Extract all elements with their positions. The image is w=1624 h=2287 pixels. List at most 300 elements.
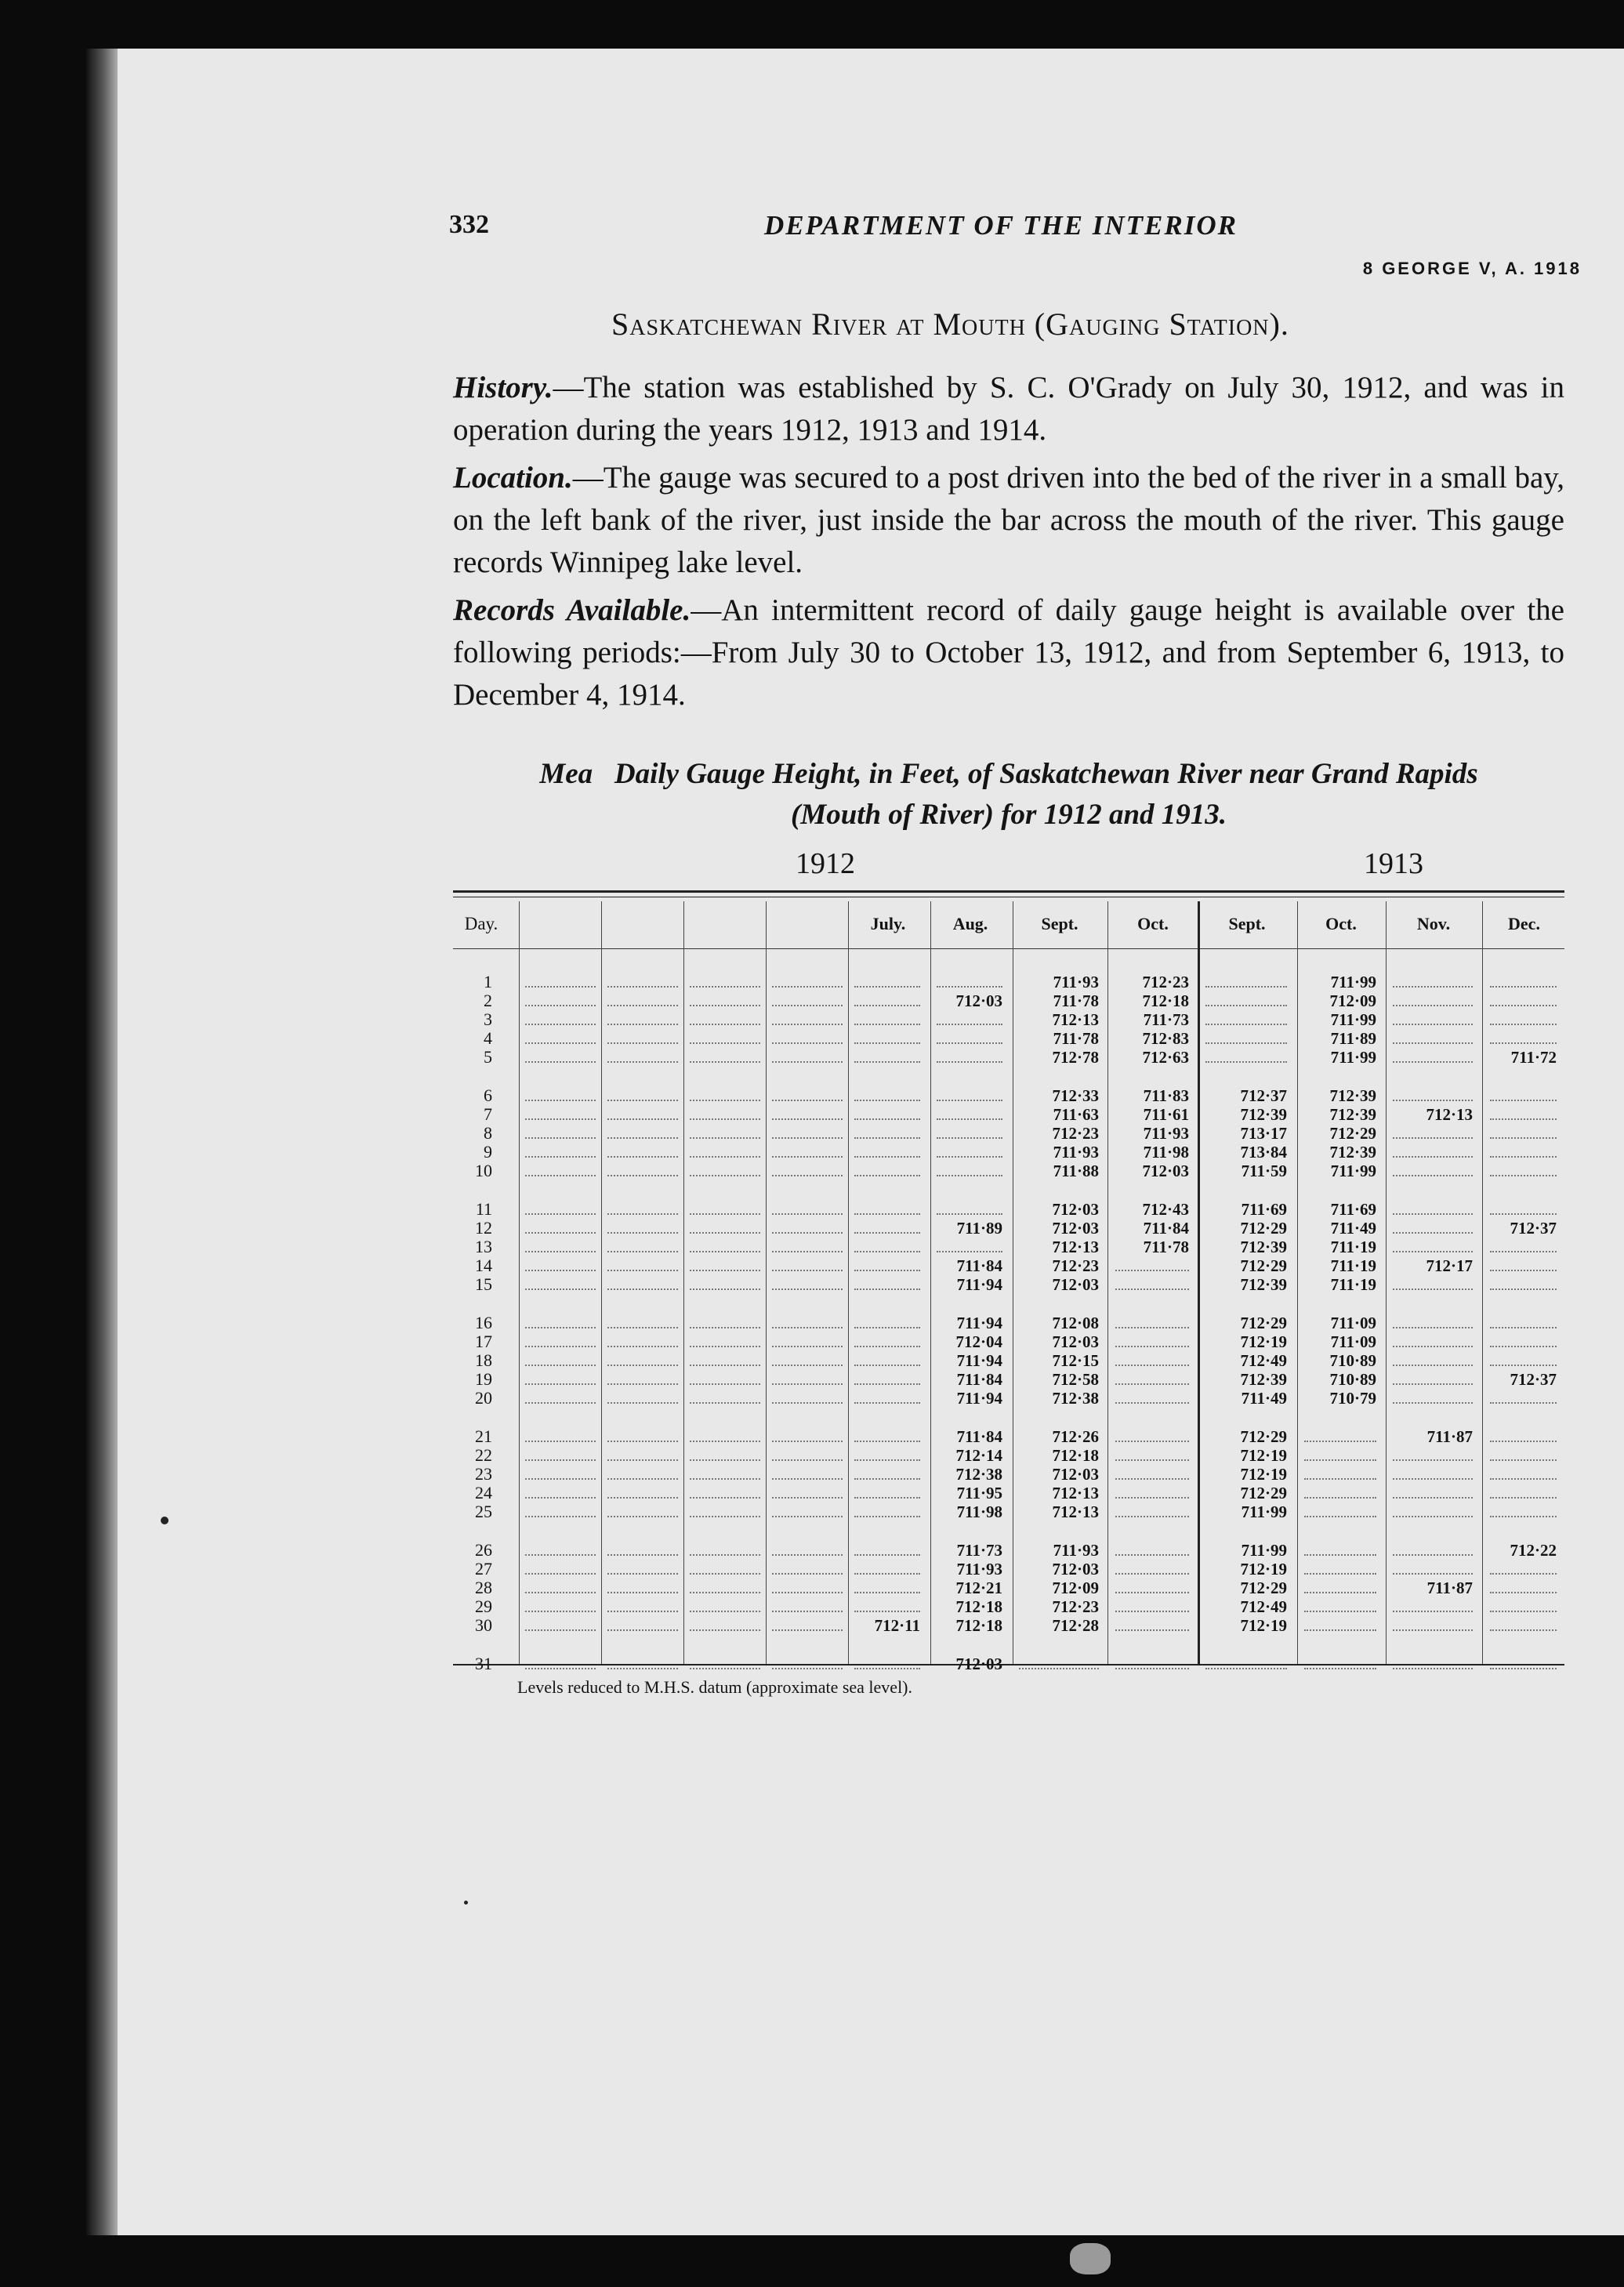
leader-dots bbox=[690, 1199, 760, 1215]
gauge-value: 712·39 bbox=[1240, 1370, 1287, 1389]
leader-dots bbox=[607, 1350, 678, 1366]
leader-dots bbox=[854, 1256, 920, 1271]
history-paragraph bbox=[453, 367, 1564, 451]
gauge-value: 712·39 bbox=[1329, 1105, 1376, 1124]
leader-dots bbox=[1490, 1464, 1557, 1480]
leader-dots bbox=[690, 1540, 760, 1556]
leader-dots bbox=[607, 1654, 678, 1669]
leader-dots bbox=[1304, 1445, 1376, 1461]
scan-speck bbox=[161, 1517, 169, 1524]
leader-dots bbox=[607, 1256, 678, 1271]
leader-dots bbox=[772, 1540, 843, 1556]
leader-dots bbox=[1393, 1445, 1473, 1461]
gauge-value: 711·84 bbox=[956, 1427, 1002, 1446]
gauge-value: 711·99 bbox=[1241, 1502, 1287, 1521]
leader-dots bbox=[854, 1540, 920, 1556]
gauge-value: 712·63 bbox=[1142, 1048, 1189, 1067]
gauge-value: 712·23 bbox=[1052, 1124, 1099, 1143]
leader-dots bbox=[607, 1483, 678, 1499]
gauge-value: 712·03 bbox=[955, 1655, 1002, 1673]
gauge-value: 712·14 bbox=[955, 1446, 1002, 1465]
gauge-value: 712·09 bbox=[1052, 1578, 1099, 1597]
day-number: 7 bbox=[484, 1104, 492, 1124]
gauge-value: 711·63 bbox=[1053, 1105, 1099, 1124]
gauge-value: 711·99 bbox=[1330, 1162, 1376, 1180]
leader-dots bbox=[525, 1256, 596, 1271]
gauge-value: 712·21 bbox=[955, 1578, 1002, 1597]
day-column-header: Day. bbox=[464, 914, 498, 933]
leader-dots bbox=[1115, 1540, 1189, 1556]
leader-dots bbox=[1490, 1028, 1557, 1044]
day-number: 18 bbox=[475, 1350, 492, 1370]
leader-dots bbox=[1115, 1502, 1189, 1517]
day-number: 11 bbox=[475, 1199, 492, 1219]
leader-dots bbox=[772, 1445, 843, 1461]
leader-dots bbox=[772, 991, 843, 1006]
running-head: DEPARTMENT OF THE INTERIOR bbox=[764, 210, 1238, 241]
leader-dots bbox=[937, 1104, 1002, 1120]
gauge-value: 712·39 bbox=[1329, 1143, 1376, 1162]
leader-dots bbox=[525, 1502, 596, 1517]
leader-dots bbox=[1205, 972, 1287, 988]
leader-dots bbox=[1304, 1464, 1376, 1480]
gauge-value: 711·93 bbox=[956, 1560, 1002, 1578]
records-text: —An intermittent record of daily gauge height is available over the following periods:—From July 30 to October 13, 1912, and from September 6, 1913, to December 4, 1914. bbox=[453, 593, 1564, 712]
table-header-rule bbox=[453, 948, 1564, 949]
leader-dots bbox=[1393, 1199, 1473, 1215]
leader-dots bbox=[525, 1274, 596, 1290]
gauge-value: 712·17 bbox=[1426, 1256, 1473, 1275]
leader-dots bbox=[1490, 1274, 1557, 1290]
gauge-value: 712·09 bbox=[1329, 991, 1376, 1010]
leader-dots bbox=[772, 1483, 843, 1499]
leader-dots bbox=[854, 1161, 920, 1176]
leader-dots bbox=[690, 1597, 760, 1612]
gauge-value: 711·93 bbox=[1053, 1143, 1099, 1162]
leader-dots bbox=[1115, 1597, 1189, 1612]
leader-dots bbox=[1393, 1388, 1473, 1404]
day-number: 15 bbox=[475, 1274, 492, 1294]
leader-dots bbox=[1490, 1445, 1557, 1461]
month-column-header: Oct. bbox=[1137, 914, 1169, 933]
leader-dots bbox=[690, 1028, 760, 1044]
gauge-value: 711·94 bbox=[956, 1275, 1002, 1294]
leader-dots bbox=[1393, 1464, 1473, 1480]
leader-dots bbox=[1393, 1142, 1473, 1158]
gauge-value: 712·13 bbox=[1052, 1502, 1099, 1521]
gauge-value: 712·23 bbox=[1052, 1597, 1099, 1616]
gauge-value: 711·78 bbox=[1143, 1238, 1189, 1256]
leader-dots bbox=[854, 1464, 920, 1480]
leader-dots bbox=[607, 1445, 678, 1461]
leader-dots bbox=[1490, 1161, 1557, 1176]
gauge-value: 712·13 bbox=[1426, 1105, 1473, 1124]
leader-dots bbox=[1393, 1369, 1473, 1385]
day-number: 24 bbox=[475, 1483, 492, 1502]
leader-dots bbox=[690, 1086, 760, 1101]
leader-dots bbox=[854, 991, 920, 1006]
leader-dots bbox=[1304, 1654, 1376, 1669]
leader-dots bbox=[772, 1009, 843, 1025]
leader-dots bbox=[1490, 1578, 1557, 1593]
gauge-value: 711·87 bbox=[1426, 1578, 1473, 1597]
leader-dots bbox=[525, 1350, 596, 1366]
leader-dots bbox=[1490, 1199, 1557, 1215]
leader-dots bbox=[525, 1540, 596, 1556]
gauge-value: 712·03 bbox=[1052, 1200, 1099, 1219]
leader-dots bbox=[1115, 1615, 1189, 1631]
gauge-value: 711·09 bbox=[1330, 1314, 1376, 1332]
column-rule bbox=[1107, 901, 1108, 1664]
leader-dots bbox=[525, 1199, 596, 1215]
leader-dots bbox=[1490, 1559, 1557, 1575]
leader-dots bbox=[690, 1218, 760, 1234]
gauge-value: 712·83 bbox=[1142, 1029, 1189, 1048]
leader-dots bbox=[1490, 1426, 1557, 1442]
gauge-value: 711·84 bbox=[956, 1370, 1002, 1389]
column-rule bbox=[1386, 901, 1387, 1664]
leader-dots bbox=[690, 1578, 760, 1593]
location-lead: Location. bbox=[453, 461, 573, 495]
gauge-value: 712·29 bbox=[1240, 1314, 1287, 1332]
leader-dots bbox=[690, 1256, 760, 1271]
gauge-value: 712·37 bbox=[1510, 1219, 1557, 1238]
gauge-value: 712·38 bbox=[955, 1465, 1002, 1484]
leader-dots bbox=[1490, 1086, 1557, 1101]
leader-dots bbox=[1115, 1559, 1189, 1575]
leader-dots bbox=[690, 1123, 760, 1139]
leader-dots bbox=[1490, 1332, 1557, 1347]
leader-dots bbox=[1205, 1654, 1287, 1669]
leader-dots bbox=[854, 972, 920, 988]
leader-dots bbox=[1115, 1445, 1189, 1461]
leader-dots bbox=[1490, 972, 1557, 988]
leader-dots bbox=[854, 1028, 920, 1044]
leader-dots bbox=[607, 1086, 678, 1101]
scan-speck bbox=[464, 1901, 468, 1905]
leader-dots bbox=[1393, 1274, 1473, 1290]
leader-dots bbox=[854, 1388, 920, 1404]
leader-dots bbox=[607, 972, 678, 988]
leader-dots bbox=[854, 1445, 920, 1461]
gauge-value: 712·23 bbox=[1052, 1256, 1099, 1275]
leader-dots bbox=[607, 1388, 678, 1404]
table-title bbox=[453, 754, 1564, 835]
leader-dots bbox=[607, 1142, 678, 1158]
leader-dots bbox=[607, 1502, 678, 1517]
leader-dots bbox=[1019, 1654, 1099, 1669]
gauge-value: 712·29 bbox=[1329, 1124, 1376, 1143]
leader-dots bbox=[690, 1654, 760, 1669]
gauge-value: 712·29 bbox=[1240, 1578, 1287, 1597]
leader-dots bbox=[854, 1483, 920, 1499]
leader-dots bbox=[525, 1597, 596, 1612]
leader-dots bbox=[607, 1199, 678, 1215]
gauge-value: 712·58 bbox=[1052, 1370, 1099, 1389]
leader-dots bbox=[1205, 991, 1287, 1006]
leader-dots bbox=[772, 1028, 843, 1044]
leader-dots bbox=[772, 1615, 843, 1631]
leader-dots bbox=[1393, 1086, 1473, 1101]
leader-dots bbox=[525, 1028, 596, 1044]
leader-dots bbox=[525, 991, 596, 1006]
location-paragraph bbox=[453, 457, 1564, 584]
leader-dots bbox=[772, 1559, 843, 1575]
leader-dots bbox=[1115, 1274, 1189, 1290]
day-number: 29 bbox=[475, 1597, 492, 1616]
leader-dots bbox=[525, 1615, 596, 1631]
gauge-value: 711·73 bbox=[956, 1541, 1002, 1560]
gauge-value: 711·69 bbox=[1241, 1200, 1287, 1219]
leader-dots bbox=[607, 1597, 678, 1612]
gauge-value: 712·23 bbox=[1142, 973, 1189, 991]
gauge-value: 712·13 bbox=[1052, 1484, 1099, 1502]
leader-dots bbox=[1393, 1047, 1473, 1063]
column-rule bbox=[683, 901, 684, 1664]
leader-dots bbox=[690, 991, 760, 1006]
leader-dots bbox=[937, 1199, 1002, 1215]
leader-dots bbox=[607, 1123, 678, 1139]
gauge-value: 711·94 bbox=[956, 1314, 1002, 1332]
leader-dots bbox=[1393, 1597, 1473, 1612]
leader-dots bbox=[690, 1388, 760, 1404]
day-number: 30 bbox=[475, 1615, 492, 1635]
day-number: 22 bbox=[475, 1445, 492, 1465]
leader-dots bbox=[1205, 1009, 1287, 1025]
gauge-value: 711·99 bbox=[1241, 1541, 1287, 1560]
leader-dots bbox=[937, 1009, 1002, 1025]
day-number: 12 bbox=[475, 1218, 492, 1238]
leader-dots bbox=[525, 1388, 596, 1404]
leader-dots bbox=[1490, 1313, 1557, 1328]
gauge-value: 712·29 bbox=[1240, 1219, 1287, 1238]
leader-dots bbox=[525, 1369, 596, 1385]
gauge-value: 712·04 bbox=[955, 1332, 1002, 1351]
leader-dots bbox=[607, 1559, 678, 1575]
leader-dots bbox=[525, 1086, 596, 1101]
gauge-value: 712·03 bbox=[1052, 1275, 1099, 1294]
column-rule bbox=[766, 901, 767, 1664]
leader-dots bbox=[1304, 1615, 1376, 1631]
station-title: Saskatchewan River at Mouth (Gauging Station). bbox=[611, 306, 1289, 342]
leader-dots bbox=[854, 1559, 920, 1575]
leader-dots bbox=[525, 1047, 596, 1063]
gauge-value: 711·99 bbox=[1330, 1048, 1376, 1067]
leader-dots bbox=[525, 1654, 596, 1669]
leader-dots bbox=[772, 1350, 843, 1366]
day-number: 17 bbox=[475, 1332, 492, 1351]
gauge-value: 712·39 bbox=[1329, 1086, 1376, 1105]
leader-dots bbox=[1393, 1540, 1473, 1556]
leader-dots bbox=[607, 1274, 678, 1290]
leader-dots bbox=[690, 1559, 760, 1575]
scan-smudge bbox=[1070, 2243, 1111, 2274]
day-number: 9 bbox=[484, 1142, 492, 1162]
leader-dots bbox=[690, 972, 760, 988]
gauge-value: 711·87 bbox=[1426, 1427, 1473, 1446]
gauge-value: 712·19 bbox=[1240, 1465, 1287, 1484]
leader-dots bbox=[690, 1350, 760, 1366]
leader-dots bbox=[607, 1540, 678, 1556]
month-column-header: Sept. bbox=[1228, 914, 1266, 933]
gauge-value: 711·99 bbox=[1330, 1010, 1376, 1029]
leader-dots bbox=[854, 1237, 920, 1252]
leader-dots bbox=[1490, 1597, 1557, 1612]
leader-dots bbox=[525, 1483, 596, 1499]
leader-dots bbox=[854, 1009, 920, 1025]
leader-dots bbox=[690, 1237, 760, 1252]
gauge-value: 711·93 bbox=[1143, 1124, 1189, 1143]
leader-dots bbox=[1115, 1369, 1189, 1385]
year-1913-heading: 1913 bbox=[1364, 847, 1423, 880]
gauge-value: 711·89 bbox=[1330, 1029, 1376, 1048]
gauge-value: 712·08 bbox=[1052, 1314, 1099, 1332]
gauge-value: 711·89 bbox=[956, 1219, 1002, 1238]
leader-dots bbox=[772, 1369, 843, 1385]
gauge-value: 711·61 bbox=[1143, 1105, 1189, 1124]
leader-dots bbox=[772, 1313, 843, 1328]
leader-dots bbox=[607, 1009, 678, 1025]
table-top-rule bbox=[453, 890, 1564, 893]
location-text: —The gauge was secured to a post driven into the bed of the river in a small bay, on the left bank of the river, just inside the bar across the mouth of the river. This gauge records Winnipeg lake level. bbox=[453, 461, 1564, 579]
leader-dots bbox=[1115, 1483, 1189, 1499]
gauge-value: 710·89 bbox=[1329, 1351, 1376, 1370]
records-lead: Records Available. bbox=[453, 593, 691, 627]
leader-dots bbox=[525, 1123, 596, 1139]
leader-dots bbox=[937, 1123, 1002, 1139]
leader-dots bbox=[937, 1237, 1002, 1252]
gauge-value: 711·73 bbox=[1143, 1010, 1189, 1029]
leader-dots bbox=[854, 1218, 920, 1234]
gauge-value: 711·49 bbox=[1330, 1219, 1376, 1238]
gauge-value: 711·19 bbox=[1330, 1256, 1376, 1275]
leader-dots bbox=[1115, 1350, 1189, 1366]
leader-dots bbox=[525, 1142, 596, 1158]
table-title-line2: (Mouth of River) for 1912 and 1913. bbox=[790, 799, 1227, 831]
leader-dots bbox=[1490, 1388, 1557, 1404]
day-number: 28 bbox=[475, 1578, 492, 1597]
leader-dots bbox=[607, 1426, 678, 1442]
leader-dots bbox=[1490, 1142, 1557, 1158]
gauge-value: 712·15 bbox=[1052, 1351, 1099, 1370]
leader-dots bbox=[607, 1313, 678, 1328]
leader-dots bbox=[937, 1086, 1002, 1101]
leader-dots bbox=[937, 1142, 1002, 1158]
gauge-value: 711·72 bbox=[1510, 1048, 1557, 1067]
gauge-value: 711·78 bbox=[1053, 991, 1099, 1010]
leader-dots bbox=[772, 1654, 843, 1669]
leader-dots bbox=[937, 1028, 1002, 1044]
leader-dots bbox=[772, 1426, 843, 1442]
leader-dots bbox=[854, 1199, 920, 1215]
leader-dots bbox=[1115, 1388, 1189, 1404]
leader-dots bbox=[772, 1104, 843, 1120]
leader-dots bbox=[937, 1047, 1002, 1063]
leader-dots bbox=[525, 1009, 596, 1025]
leader-dots bbox=[1393, 1654, 1473, 1669]
page-number: 332 bbox=[449, 210, 489, 239]
leader-dots bbox=[1490, 1483, 1557, 1499]
gauge-value: 712·13 bbox=[1052, 1010, 1099, 1029]
gauge-value: 711·84 bbox=[956, 1256, 1002, 1275]
leader-dots bbox=[525, 1559, 596, 1575]
leader-dots bbox=[937, 972, 1002, 988]
leader-dots bbox=[690, 1426, 760, 1442]
leader-dots bbox=[607, 1578, 678, 1593]
column-rule bbox=[601, 901, 602, 1664]
leader-dots bbox=[1393, 1028, 1473, 1044]
day-number: 23 bbox=[475, 1464, 492, 1484]
leader-dots bbox=[1393, 1009, 1473, 1025]
gauge-value: 712·19 bbox=[1240, 1446, 1287, 1465]
day-number: 26 bbox=[475, 1540, 492, 1560]
gauge-value: 711·84 bbox=[1143, 1219, 1189, 1238]
gauge-value: 711·93 bbox=[1053, 1541, 1099, 1560]
leader-dots bbox=[772, 1199, 843, 1215]
leader-dots bbox=[772, 1142, 843, 1158]
leader-dots bbox=[772, 1464, 843, 1480]
leader-dots bbox=[772, 972, 843, 988]
leader-dots bbox=[1393, 1332, 1473, 1347]
leader-dots bbox=[1490, 1654, 1557, 1669]
day-number: 4 bbox=[484, 1028, 492, 1048]
gauge-value: 711·98 bbox=[956, 1502, 1002, 1521]
gauge-value: 711·99 bbox=[1330, 973, 1376, 991]
day-number: 5 bbox=[484, 1047, 492, 1067]
leader-dots bbox=[690, 1369, 760, 1385]
gauge-value: 712·19 bbox=[1240, 1332, 1287, 1351]
gauge-value: 712·29 bbox=[1240, 1256, 1287, 1275]
gauge-value: 712·39 bbox=[1240, 1275, 1287, 1294]
day-number: 31 bbox=[475, 1654, 492, 1673]
gauge-value: 712·26 bbox=[1052, 1427, 1099, 1446]
gauge-value: 711·94 bbox=[956, 1351, 1002, 1370]
month-column-header: Oct. bbox=[1325, 914, 1357, 933]
month-column-header: Aug. bbox=[952, 914, 988, 933]
leader-dots bbox=[525, 972, 596, 988]
leader-dots bbox=[525, 1332, 596, 1347]
leader-dots bbox=[772, 1086, 843, 1101]
leader-dots bbox=[937, 1161, 1002, 1176]
leader-dots bbox=[525, 1445, 596, 1461]
gauge-value: 712·18 bbox=[1142, 991, 1189, 1010]
leader-dots bbox=[1490, 1615, 1557, 1631]
leader-dots bbox=[854, 1502, 920, 1517]
leader-dots bbox=[1393, 1559, 1473, 1575]
leader-dots bbox=[525, 1218, 596, 1234]
day-number: 6 bbox=[484, 1086, 492, 1105]
gauge-value: 712·03 bbox=[1052, 1332, 1099, 1351]
gauge-value: 712·03 bbox=[955, 991, 1002, 1010]
leader-dots bbox=[772, 1274, 843, 1290]
leader-dots bbox=[1393, 1218, 1473, 1234]
leader-dots bbox=[1304, 1483, 1376, 1499]
leader-dots bbox=[1115, 1332, 1189, 1347]
leader-dots bbox=[854, 1350, 920, 1366]
leader-dots bbox=[607, 1332, 678, 1347]
gauge-value: 712·39 bbox=[1240, 1238, 1287, 1256]
leader-dots bbox=[690, 1615, 760, 1631]
leader-dots bbox=[1393, 972, 1473, 988]
leader-dots bbox=[854, 1426, 920, 1442]
leader-dots bbox=[690, 1332, 760, 1347]
gauge-value: 712·33 bbox=[1052, 1086, 1099, 1105]
leader-dots bbox=[1490, 1502, 1557, 1517]
gauge-value: 712·18 bbox=[955, 1616, 1002, 1635]
leader-dots bbox=[690, 1142, 760, 1158]
gauge-value: 712·49 bbox=[1240, 1351, 1287, 1370]
leader-dots bbox=[1393, 1483, 1473, 1499]
